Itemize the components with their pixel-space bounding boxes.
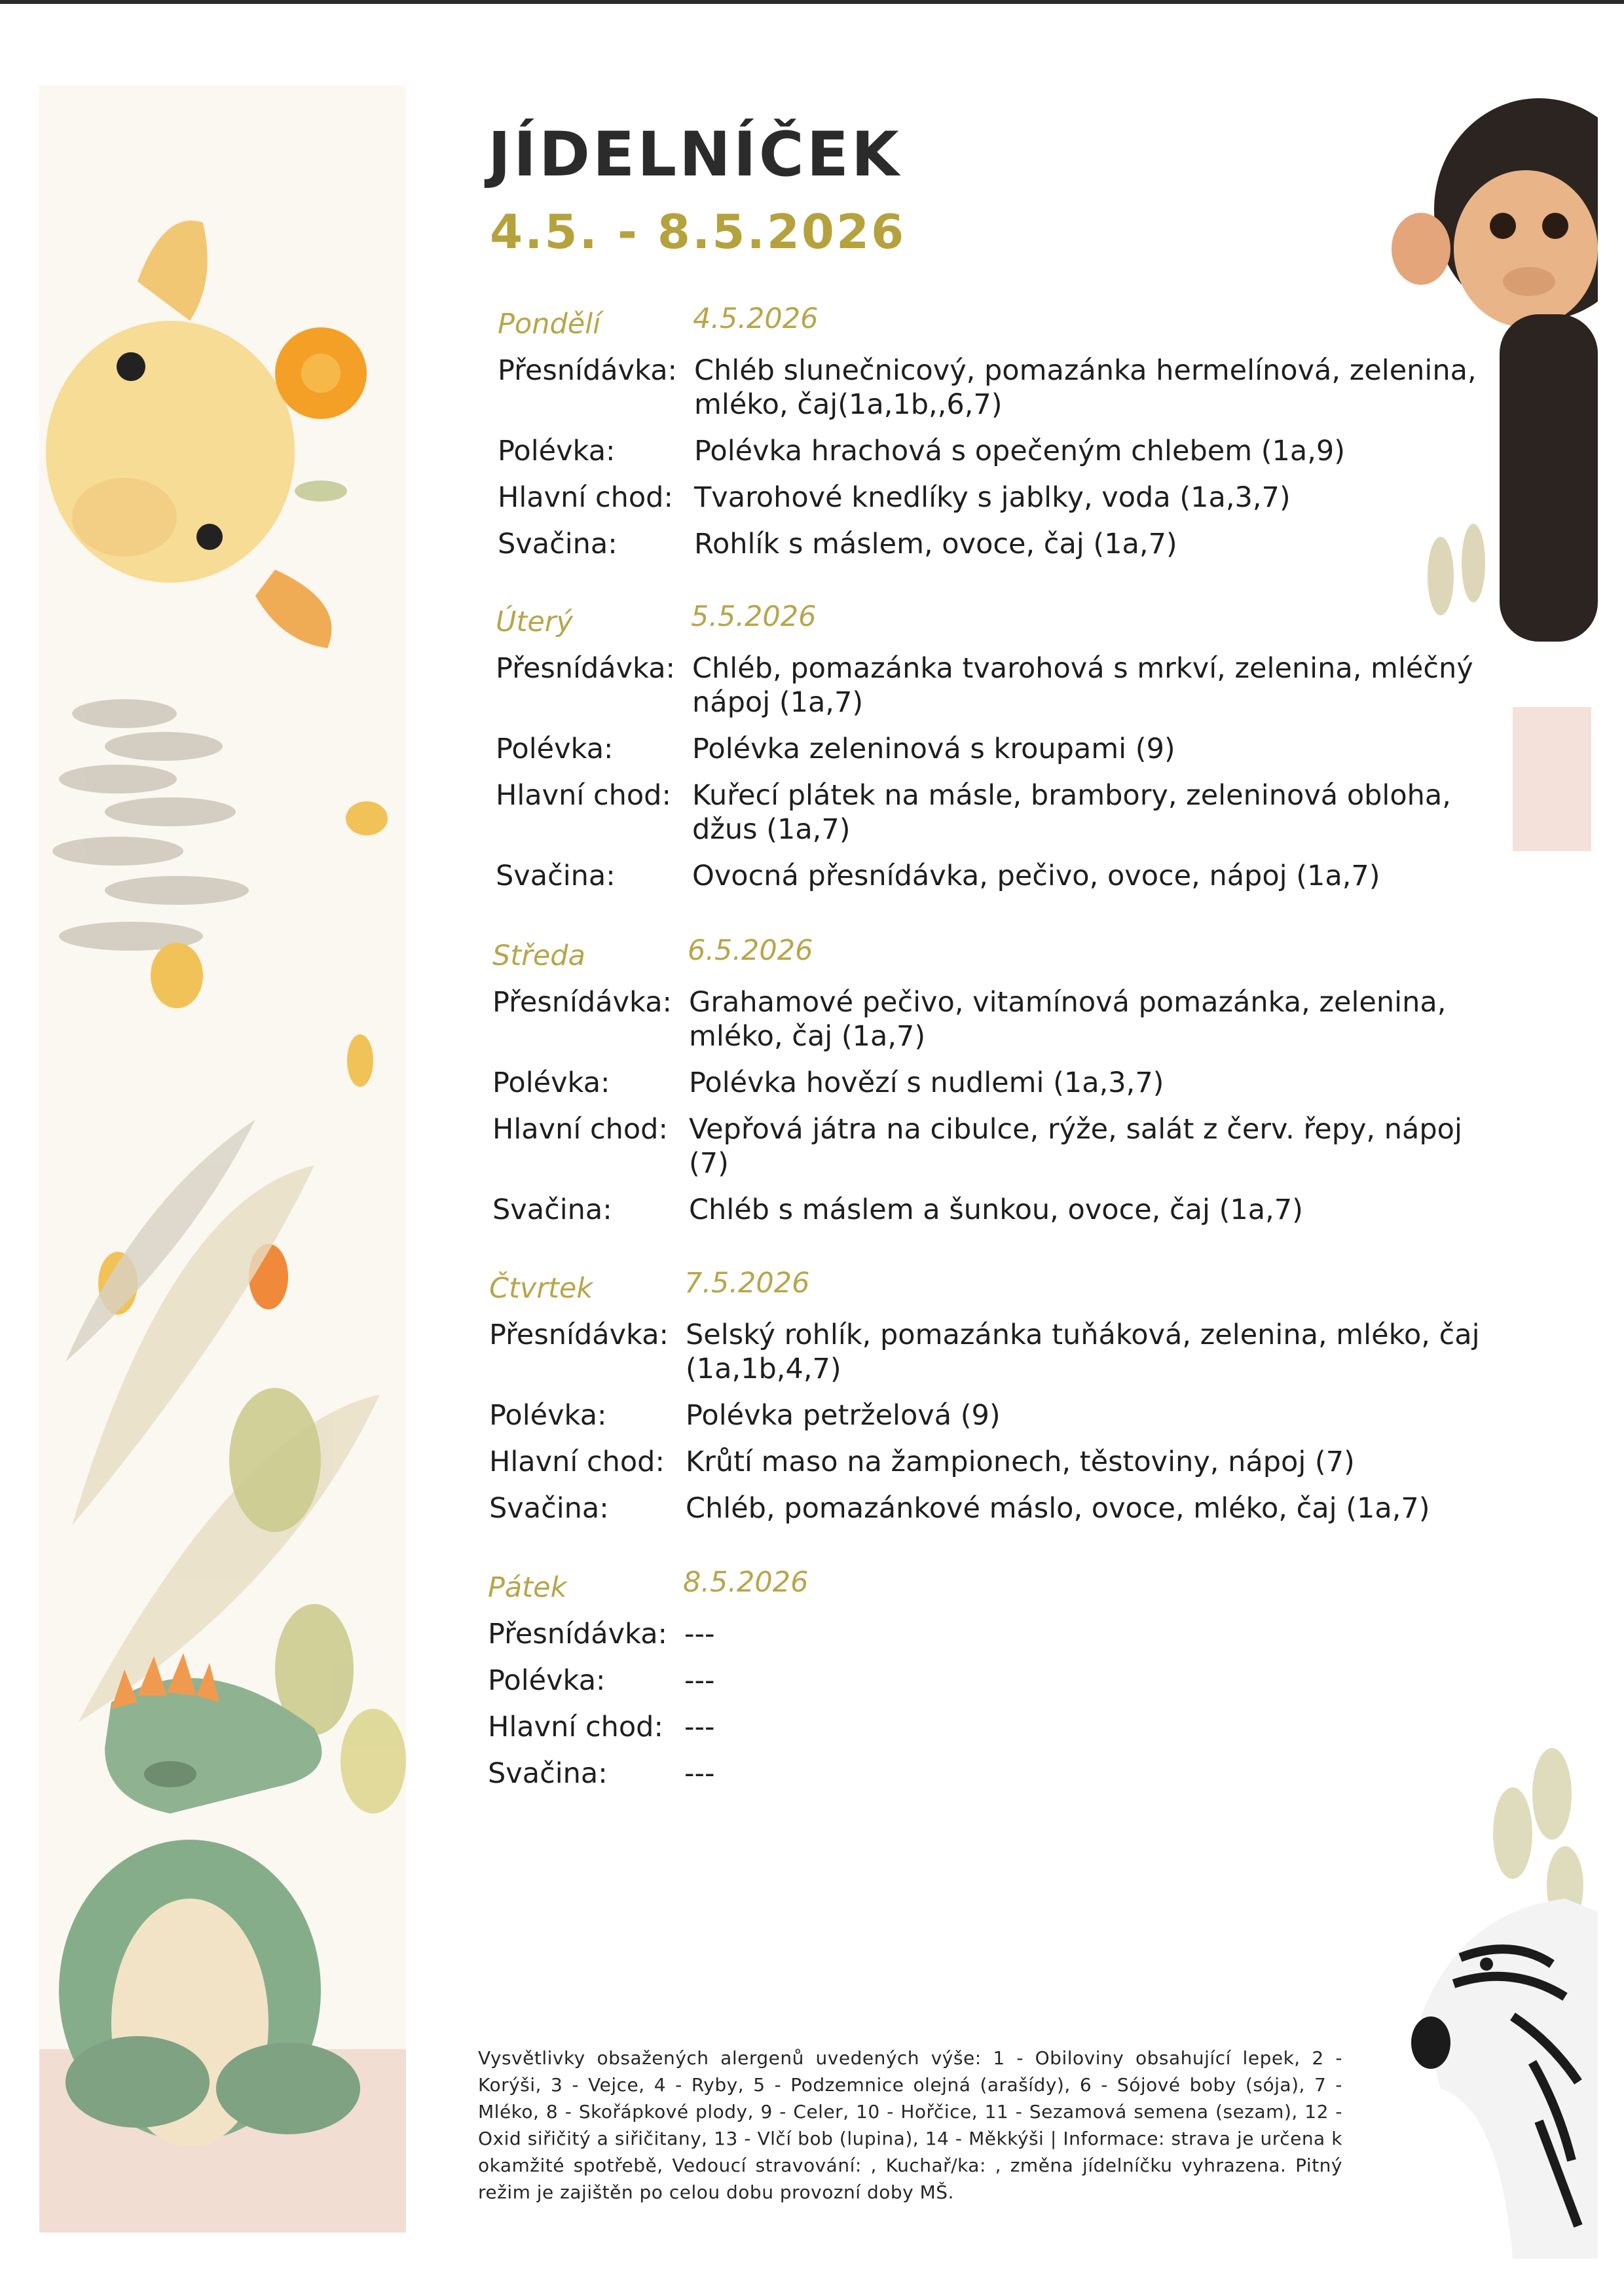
meal-row-main (485, 1112, 1532, 1180)
day-section-friday (480, 1566, 1528, 1803)
meal-label: Přesnídávka: (489, 1319, 669, 1351)
meal-label: Hlavní chod: (496, 779, 671, 812)
day-date: 6.5.2026 (688, 934, 813, 967)
meal-value: Ovocná přesnídávka, pečivo, ovoce, nápoj (1a,7) (692, 860, 1380, 892)
meal-label: Přesnídávka: (492, 986, 673, 1019)
meal-value: Chléb, pomazánkové máslo, ovoce, mléko, čaj (1a,7) (686, 1492, 1430, 1525)
left-decoration (39, 85, 406, 2232)
meal-value: Krůtí maso na žampionech, těstoviny, nápoj (7) (686, 1446, 1355, 1478)
meal-label: Svačina: (492, 1194, 612, 1226)
meal-value: Chléb slunečnicový, pomazánka hermelínová, zelenina, mléko, čaj(1a,1b,,6,7) (694, 354, 1477, 421)
day-name: Středa (492, 939, 585, 972)
day-header (488, 600, 1536, 651)
day-name: Pondělí (498, 308, 601, 340)
meal-value: Polévka hrachová s opečeným chlebem (1a,9) (694, 435, 1346, 467)
meal-value: Polévka hovězí s nudlemi (1a,3,7) (689, 1066, 1164, 1099)
meal-label: Svačina: (488, 1757, 608, 1790)
meal-label: Přesnídávka: (498, 354, 678, 387)
meal-row-breakfast (490, 354, 1538, 422)
meal-value: Selský rohlík, pomazánka tuňáková, zelenina, mléko, čaj (1a,1b,4,7) (686, 1319, 1480, 1385)
day-section-wednesday (485, 934, 1532, 1239)
meal-row-breakfast (488, 651, 1536, 720)
meal-row-main (480, 1710, 1528, 1744)
meal-row-breakfast (481, 1318, 1529, 1386)
meal-value: --- (684, 1757, 715, 1790)
meal-value: Chléb s máslem a šunkou, ovoce, čaj (1a,7) (689, 1194, 1303, 1226)
day-date: 5.5.2026 (691, 600, 817, 633)
day-name: Úterý (496, 606, 573, 638)
day-name: Čtvrtek (489, 1272, 593, 1305)
meal-value: Rohlík s máslem, ovoce, čaj (1a,7) (694, 528, 1177, 560)
meal-row-snack (481, 1491, 1529, 1525)
day-section-tuesday (488, 600, 1536, 905)
meal-row-soup (488, 732, 1536, 766)
meal-value: --- (684, 1711, 715, 1743)
meal-row-snack (488, 859, 1536, 893)
meal-row-soup (481, 1398, 1529, 1432)
meal-label: Hlavní chod: (488, 1711, 663, 1743)
meal-value: --- (684, 1664, 715, 1697)
meal-label: Hlavní chod: (498, 481, 673, 514)
meal-value: Tvarohové knedlíky s jablky, voda (1a,3,7) (694, 481, 1291, 514)
day-name: Pátek (488, 1571, 567, 1604)
day-section-thursday (481, 1267, 1529, 1538)
day-section-monday (490, 302, 1538, 574)
allergen-footnote: Vysvětlivky obsažených alergenů uvedených výše: 1 - Obiloviny obsahující lepek, 2 - Korýši, 3 - Vejce, 4 - Ryby, 5 - Podzemnice olejná (arašídy), 6 - Sójové boby (sója), 7 - Mléko, 8 - Skořápkové plody, 9 - Celer, 10 - Hořčice, 11 - Sezamová semena (sezam), 12 - Oxid siřičitý a siřičitany, 13 - Vlčí bob (lupina), 14 - Měkkýši | Informace: strava je určena k okamžité spotřebě, Vedoucí stravování: , Kuchař/ka: , změna jídelníčku vyhrazena. Pitný režim je zajištěn po celou dobu provozní doby MŠ. (478, 2047, 1342, 2203)
day-header (485, 934, 1532, 985)
top-border-line (0, 0, 1624, 4)
meal-row-soup (485, 1066, 1532, 1100)
meal-row-main (481, 1445, 1529, 1479)
meal-row-snack (485, 1193, 1532, 1227)
meal-label: Polévka: (489, 1399, 607, 1432)
day-header (490, 302, 1538, 354)
meal-row-breakfast (480, 1617, 1528, 1651)
meal-row-snack (490, 527, 1538, 561)
day-date: 4.5.2026 (693, 302, 819, 335)
meal-value: Polévka petrželová (9) (686, 1399, 1001, 1432)
meal-label: Polévka: (498, 435, 616, 467)
day-date: 7.5.2026 (684, 1267, 810, 1300)
day-header (481, 1267, 1529, 1318)
meal-label: Polévka: (488, 1664, 606, 1697)
meal-label: Svačina: (496, 860, 616, 892)
meal-label: Polévka: (492, 1066, 610, 1099)
page-title: JÍDELNÍČEK (488, 119, 902, 191)
day-date: 8.5.2026 (683, 1566, 809, 1599)
zebra-illustration (1411, 1899, 1598, 2259)
meal-row-main (488, 778, 1536, 847)
meal-row-main (490, 481, 1538, 515)
meal-value: Chléb, pomazánka tvarohová s mrkví, zelenina, mléčný nápoj (1a,7) (692, 652, 1473, 719)
meal-label: Hlavní chod: (489, 1446, 665, 1478)
meal-value: --- (684, 1618, 715, 1650)
meal-label: Hlavní chod: (492, 1113, 668, 1146)
meal-value: Grahamové pečivo, vitamínová pomazánka, zelenina, mléko, čaj (1a,7) (689, 986, 1447, 1053)
meal-label: Přesnídávka: (488, 1618, 668, 1650)
meal-value: Kuřecí plátek na másle, brambory, zeleninová obloha, džus (1a,7) (692, 779, 1451, 846)
meal-row-breakfast (485, 985, 1532, 1053)
meal-label: Svačina: (498, 528, 618, 560)
meal-row-soup (490, 434, 1538, 468)
meal-value: Polévka zeleninová s kroupami (9) (692, 733, 1175, 765)
meal-label: Přesnídávka: (496, 652, 676, 685)
meal-row-soup (480, 1664, 1528, 1698)
meal-row-snack (480, 1757, 1528, 1791)
day-header (480, 1566, 1528, 1617)
date-range: 4.5. - 8.5.2026 (490, 204, 906, 259)
meal-label: Polévka: (496, 733, 614, 765)
meal-value: Vepřová játra na cibulce, rýže, salát z červ. řepy, nápoj (7) (689, 1113, 1462, 1180)
meal-label: Svačina: (489, 1492, 609, 1525)
